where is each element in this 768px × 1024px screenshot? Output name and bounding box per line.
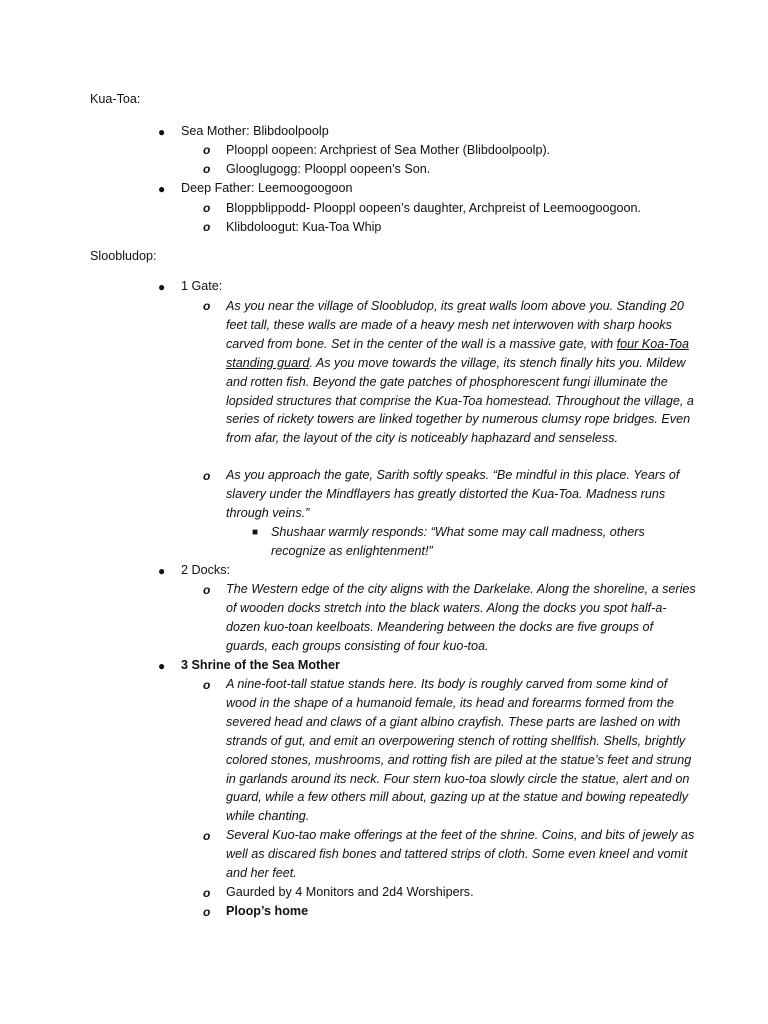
shrine-label: 3 Shrine of the Sea Mother	[181, 658, 340, 672]
bullet-icon: ●	[158, 280, 166, 294]
sea-mother-item: Plooppl oopeen: Archpriest of Sea Mother (Blibdoolpoolp).	[226, 143, 551, 157]
deep-father-item: Klibdoloogut: Kua-Toa Whip	[226, 220, 382, 234]
deep-father-label: Deep Father: Leemoogoogoon	[181, 181, 353, 195]
sub-bullet-icon: o	[203, 143, 211, 157]
deep-father-item: Bloppblippodd- Plooppl oopeen’s daughter, Archpreist of Leemoogoogoon.	[226, 201, 641, 215]
bullet-icon: ●	[158, 564, 166, 578]
gate-paragraph: Shushaar warmly responds: “What some may call madness, others recognize as enlightenment!”	[271, 525, 645, 558]
gate-label: 1 Gate:	[181, 279, 223, 293]
sea-mother-item: Glooglugogg: Plooppl oopeen’s Son.	[226, 162, 431, 176]
docks-paragraph: The Western edge of the city aligns with the Darkelake. Along the shoreline, a series of wooden docks stretch into the black waters. Along the docks you spot half-a-dozen kuo-toan keelboats. Meandering between the docks are five groups of guards, each groups consisting of four kuo-toa.	[226, 582, 696, 653]
bullet-icon: ●	[158, 125, 166, 139]
square-bullet-icon: ■	[252, 527, 259, 538]
sea-mother-label: Sea Mother: Blibdoolpoolp	[181, 124, 329, 138]
sub-bullet-icon: o	[203, 299, 211, 313]
docks-label: 2 Docks:	[181, 563, 230, 577]
sub-bullet-icon: o	[203, 162, 211, 176]
sub-bullet-icon: o	[203, 886, 211, 900]
sub-bullet-icon: o	[203, 678, 211, 692]
gate-text-start: As you near the village of Sloobludop, its great walls loom above you. Standing 20 feet tall, these walls are made of a heavy mesh net interwoven with sharp hooks carved from bone. Set in the center of the wall is a massive gate, with	[226, 299, 684, 351]
sub-bullet-icon: o	[203, 583, 211, 597]
gate-paragraph: As you approach the gate, Sarith softly speaks. “Be mindful in this place. Years of slavery under the Mindflayers has greatly distorted the Kua-Toa. Madness runs through veins.”	[226, 468, 680, 520]
gate-text-underlined: four Koa-Toa standing guard	[226, 336, 689, 370]
bullet-icon: ●	[158, 182, 166, 196]
sub-bullet-icon: o	[203, 201, 211, 215]
sloobludop-heading: Sloobludop:	[90, 249, 157, 263]
gate-text-end: . As you move towards the village, its stench finally hits you. Mildew and rotten fish. Beyond the gate patches of phosphorescent fungi illuminate the lopsided structures that comprise the Kua-Toa homestead. Throughout the village, a series of rickety towers are linked together by numerous clumsy rope bridges. Even from afar, the layout of the city is noticeably haphazard and senseless.	[226, 355, 694, 446]
bullet-icon: ●	[158, 659, 166, 673]
sub-bullet-icon: o	[203, 829, 211, 843]
shrine-paragraph: A nine-foot-tall statue stands here. Its body is roughly carved from some kind of wood in the shape of a humanoid female, its head and forearms formed from the severed head and claws of a giant albino crayfish. These parts are lashed on with strands of gut, and emit an overpowering stench of rotting shellfish. Shells, brightly colored stones, mushrooms, and rotting fish are piled at the statue’s feet and strung in garlands around its neck. Four stern kuo-toa slowly circle the statue, alert and on guard, while a few others mill about, gazing up at the statue and bowing repeatedly while chanting.	[226, 677, 692, 824]
shrine-paragraph: Ploop’s home	[226, 904, 309, 918]
sub-bullet-icon: o	[203, 220, 211, 234]
sub-bullet-icon: o	[203, 469, 211, 483]
kua-toa-heading: Kua-Toa:	[90, 92, 141, 106]
sub-bullet-icon: o	[203, 905, 211, 919]
shrine-paragraph: Gaurded by 4 Monitors and 2d4 Worshipers.	[226, 885, 474, 899]
gate-paragraph	[226, 297, 696, 448]
shrine-paragraph: Several Kuo-tao make offerings at the feet of the shrine. Coins, and bits of jewely as well as discared fish bones and tattered strips of cloth. Some even kneel and vomit and her feet.	[226, 828, 695, 880]
